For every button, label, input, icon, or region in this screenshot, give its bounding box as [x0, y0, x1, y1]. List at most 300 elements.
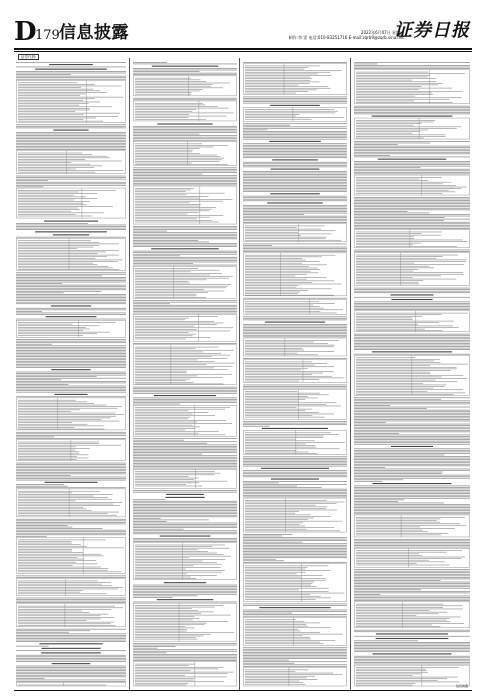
text-line [354, 455, 444, 456]
text-line [356, 322, 439, 323]
text-line [16, 396, 126, 397]
text-line [245, 117, 344, 118]
text-line [135, 613, 201, 614]
text-line [245, 634, 343, 635]
text-line [243, 197, 347, 198]
text-line [16, 669, 126, 670]
text-line [245, 436, 324, 437]
text-line [16, 522, 126, 523]
text-line [18, 165, 102, 166]
text-line [354, 422, 386, 423]
text-line [356, 617, 461, 618]
text-line [356, 618, 450, 619]
text-line [135, 155, 217, 156]
text-line [243, 666, 347, 667]
text-line [18, 103, 89, 104]
text-line [356, 120, 435, 121]
text-line [133, 458, 237, 459]
text-line [354, 303, 470, 304]
text-line [356, 236, 414, 237]
text-line [354, 458, 470, 459]
text-line [133, 134, 199, 135]
text-line [133, 538, 237, 539]
text-line [18, 419, 101, 420]
column-tag: 证券代码: [18, 54, 39, 60]
text-line [354, 640, 418, 641]
text-line [16, 314, 126, 315]
text-line [356, 81, 436, 82]
text-line [245, 373, 323, 374]
text-line [354, 152, 470, 153]
text-line [356, 565, 449, 566]
text-line [356, 680, 438, 681]
text-line [18, 325, 99, 326]
text-line [135, 78, 191, 79]
text-line [356, 620, 447, 621]
text-line [16, 576, 126, 577]
text-line [354, 225, 470, 226]
text-line [243, 190, 347, 191]
text-line [133, 251, 237, 252]
text-line [245, 519, 308, 520]
text-line [135, 620, 193, 621]
text-line [18, 264, 97, 265]
text-line [135, 426, 200, 427]
text-line [354, 206, 470, 207]
text-line [245, 514, 311, 515]
text-line [356, 279, 456, 280]
text-line [133, 137, 237, 138]
text-line [135, 484, 186, 485]
text-line [245, 627, 331, 628]
text-line [135, 150, 193, 151]
text-line [243, 424, 347, 425]
text-line [243, 553, 347, 554]
text-line [245, 508, 326, 509]
text-line [356, 130, 428, 131]
text-line [354, 143, 430, 144]
text-line [243, 475, 347, 476]
text-line [135, 559, 225, 560]
heading-line [373, 653, 452, 654]
text-line [245, 679, 318, 680]
text-line [16, 633, 126, 634]
text-line [135, 117, 188, 118]
heading-line [46, 316, 97, 317]
text-line [133, 174, 202, 175]
text-line [135, 294, 196, 295]
table-box [355, 548, 470, 567]
section-title: 信息披露 [59, 23, 129, 43]
text-column-4 [354, 60, 470, 688]
table-box [17, 604, 126, 627]
text-line [18, 153, 82, 154]
text-line [18, 559, 84, 560]
text-line [245, 412, 319, 413]
text-line [356, 604, 443, 605]
text-line [133, 259, 237, 260]
text-line [354, 291, 470, 292]
text-line [245, 502, 345, 503]
text-line [18, 557, 77, 558]
text-line [354, 146, 470, 147]
text-line [354, 569, 470, 570]
text-line [135, 193, 225, 194]
text-line [354, 161, 470, 162]
text-line [18, 253, 97, 254]
text-line [354, 467, 385, 468]
text-line [135, 113, 234, 114]
text-line [133, 167, 237, 168]
text-line [135, 673, 228, 674]
text-line [356, 263, 414, 264]
text-line [18, 567, 101, 568]
heading-line [262, 428, 328, 429]
text-line [243, 174, 347, 175]
text-line [133, 657, 237, 658]
text-line [16, 279, 126, 280]
text-line [354, 442, 470, 443]
text-line [133, 238, 237, 239]
text-line [243, 388, 347, 389]
text-line [18, 410, 80, 411]
text-line [245, 83, 310, 84]
text-line [354, 155, 390, 156]
text-line [245, 530, 340, 531]
text-line [356, 241, 468, 242]
text-line [243, 207, 347, 208]
text-line [16, 302, 126, 303]
text-line [16, 386, 126, 387]
text-line [356, 179, 419, 180]
text-line [133, 457, 237, 458]
text-line [135, 217, 210, 218]
text-line [133, 602, 237, 603]
text-line [243, 133, 347, 134]
text-line [16, 356, 126, 357]
text-line [16, 661, 126, 662]
text-line [245, 280, 334, 281]
text-line [354, 450, 470, 451]
text-line [243, 245, 272, 246]
text-line [16, 433, 126, 434]
text-line [245, 345, 335, 346]
text-line [243, 616, 347, 617]
text-line [245, 226, 324, 227]
text-line [133, 310, 237, 311]
text-line [133, 185, 237, 186]
text-line [243, 176, 347, 177]
text-line [18, 94, 86, 95]
text-line [16, 675, 126, 676]
text-line [245, 67, 308, 68]
text-line [16, 474, 126, 475]
text-line [356, 672, 428, 673]
text-line [133, 509, 237, 510]
text-column-2 [133, 60, 237, 688]
text-line [356, 380, 435, 381]
text-line [356, 280, 423, 281]
text-line [135, 83, 230, 84]
text-line [354, 405, 390, 406]
text-line [135, 188, 194, 189]
text-line [356, 193, 442, 194]
text-line [18, 450, 75, 451]
text-line [354, 459, 470, 460]
text-line [356, 243, 421, 244]
text-line [354, 650, 470, 651]
text-line [356, 131, 420, 132]
text-line [133, 262, 237, 263]
text-line [354, 580, 441, 581]
text-line [243, 199, 347, 200]
heading-line [373, 483, 452, 484]
text-line [356, 73, 465, 74]
text-line [243, 187, 347, 188]
text-line [135, 147, 213, 148]
text-line [18, 201, 90, 202]
text-line [245, 230, 336, 231]
text-line [135, 417, 190, 418]
text-line [18, 560, 96, 561]
text-line [135, 89, 203, 90]
text-line [245, 93, 296, 94]
text-line [135, 332, 189, 333]
text-line [243, 247, 347, 248]
text-line [18, 408, 117, 409]
text-line [354, 644, 470, 645]
text-line [356, 83, 443, 84]
text-line [18, 424, 87, 425]
text-line [18, 161, 122, 162]
text-line [18, 418, 111, 419]
text-line [18, 609, 111, 610]
text-line [133, 649, 237, 650]
text-line [133, 402, 237, 403]
text-line [243, 336, 347, 337]
text-line [354, 441, 470, 442]
text-line [18, 170, 123, 171]
text-line [245, 88, 331, 89]
text-line [356, 122, 434, 123]
text-line [16, 137, 126, 138]
text-line [243, 461, 347, 462]
heading-line [166, 494, 204, 495]
text-line [245, 521, 342, 522]
text-line [354, 227, 470, 228]
text-line [18, 496, 94, 497]
text-line [135, 412, 208, 413]
text-line [16, 180, 48, 181]
text-line [16, 640, 126, 641]
text-line [356, 128, 457, 129]
text-line [18, 556, 103, 557]
text-line [245, 676, 315, 677]
text-line [354, 599, 470, 600]
text-line [16, 280, 126, 281]
text-line [243, 614, 347, 615]
text-line [243, 136, 347, 137]
text-line [133, 73, 237, 74]
text-line [354, 338, 470, 339]
text-line [356, 373, 430, 374]
text-line [356, 517, 465, 518]
text-line [243, 657, 347, 658]
text-line [243, 557, 347, 558]
text-line [16, 144, 126, 145]
text-line [354, 205, 470, 206]
text-line [354, 489, 470, 490]
heading-line [157, 123, 212, 124]
text-line [245, 313, 337, 314]
text-line [135, 220, 212, 221]
text-line [16, 519, 126, 520]
text-line [16, 478, 126, 479]
text-line [245, 516, 330, 517]
text-line [356, 191, 455, 192]
text-line [243, 473, 347, 474]
text-line [245, 575, 323, 576]
text-line [16, 536, 47, 537]
text-line [16, 390, 126, 391]
text-line [133, 588, 237, 589]
text-line [16, 124, 126, 125]
text-line [18, 263, 93, 264]
text-line [135, 153, 200, 154]
text-line [243, 211, 347, 212]
text-line [18, 493, 72, 494]
text-line [16, 527, 72, 528]
text-line [245, 311, 320, 312]
text-line [243, 330, 347, 331]
text-line [18, 240, 91, 241]
text-line [135, 545, 225, 546]
text-line [354, 400, 470, 401]
text-line [243, 386, 347, 387]
text-line [18, 400, 76, 401]
text-line [354, 469, 470, 470]
text-line [16, 76, 126, 77]
text-line [135, 81, 207, 82]
text-line [16, 293, 64, 294]
text-line [135, 163, 192, 164]
text-line [133, 510, 237, 511]
text-line [354, 170, 470, 171]
text-line [135, 423, 232, 424]
text-line [16, 672, 126, 673]
text-line [133, 530, 237, 531]
heading-line [157, 599, 214, 600]
text-line [354, 345, 470, 346]
text-line [135, 318, 189, 319]
text-line [133, 521, 167, 522]
text-line [16, 291, 101, 292]
text-line [133, 387, 237, 388]
text-line [16, 138, 126, 139]
text-line [243, 543, 347, 544]
text-line [243, 560, 284, 561]
text-line [356, 533, 448, 534]
text-line [16, 655, 126, 656]
text-line [354, 444, 470, 445]
text-line [135, 87, 223, 88]
text-line [16, 352, 126, 353]
text-line [135, 569, 186, 570]
text-line [245, 409, 312, 410]
text-line [18, 607, 123, 608]
text-line [18, 509, 87, 510]
text-line [245, 306, 320, 307]
text-line [18, 204, 87, 205]
text-line [133, 438, 237, 439]
text-line [356, 613, 438, 614]
text-line [135, 572, 222, 573]
text-line [356, 391, 427, 392]
text-line [354, 585, 470, 586]
text-line [18, 544, 81, 545]
text-line [133, 169, 237, 170]
text-line [18, 329, 89, 330]
text-line [16, 528, 103, 529]
text-line [16, 177, 126, 178]
text-line [135, 479, 194, 480]
text-line [356, 232, 442, 233]
text-line [18, 622, 114, 623]
text-line [18, 106, 112, 107]
text-line [245, 365, 315, 366]
text-line [356, 364, 468, 365]
text-line [243, 123, 347, 124]
text-line [243, 663, 294, 664]
text-line [245, 111, 338, 112]
text-line [135, 672, 233, 673]
text-line [243, 650, 347, 651]
text-line [245, 527, 334, 528]
text-line [18, 193, 97, 194]
text-line [16, 289, 126, 290]
text-line [245, 577, 301, 578]
text-line [135, 546, 212, 547]
text-line [354, 109, 470, 110]
text-line [135, 327, 233, 328]
text-line [245, 237, 327, 238]
text-line [135, 323, 224, 324]
text-line [354, 501, 398, 502]
text-line [245, 642, 320, 643]
text-line [135, 151, 192, 152]
text-line [135, 486, 202, 487]
text-line [16, 126, 126, 127]
text-line [243, 554, 347, 555]
text-line [135, 94, 191, 95]
text-line [245, 432, 331, 433]
text-line [133, 523, 237, 524]
text-line [18, 159, 85, 160]
text-line [18, 261, 118, 262]
text-line [16, 179, 126, 180]
text-line [135, 553, 217, 554]
text-line [354, 631, 470, 632]
text-line [245, 85, 298, 86]
text-line [354, 433, 399, 434]
text-line [354, 591, 470, 592]
text-line [16, 641, 126, 642]
text-line [16, 372, 126, 373]
text-line [135, 634, 211, 635]
text-line [245, 406, 341, 407]
text-line [18, 255, 119, 256]
text-line [243, 185, 347, 186]
